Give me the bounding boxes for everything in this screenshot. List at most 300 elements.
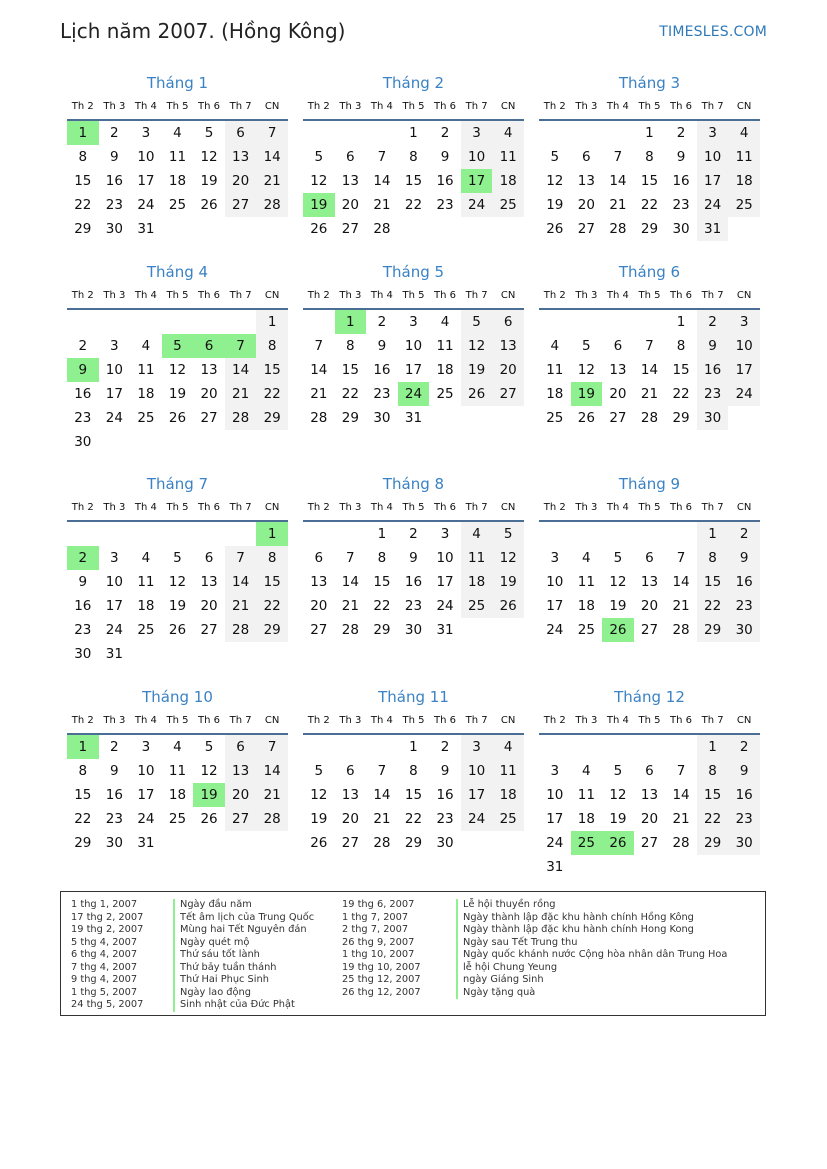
holiday-name: lễ hội Chung Yeung — [456, 962, 727, 975]
day-cell: 7 — [346, 550, 355, 566]
month-title: Tháng 6 — [618, 263, 681, 281]
holiday-name: Ngày sau Tết Trung thu — [456, 937, 727, 950]
day-cell: 26 — [546, 221, 564, 237]
holiday-name: Ngày lao động — [173, 987, 314, 1000]
holiday-day-cell: 9 — [67, 358, 99, 382]
day-cell: 15 — [697, 570, 729, 594]
day-grid — [67, 735, 288, 855]
day-cell: 23 — [436, 811, 454, 827]
day-cell: 16 — [105, 787, 123, 803]
day-cell: 8 — [78, 149, 88, 165]
day-cell: 18 — [137, 386, 155, 402]
day-cell: 25 — [492, 193, 524, 217]
day-cell: 18 — [577, 811, 595, 827]
month-calendar — [303, 261, 524, 430]
weekday-label: Th 6 — [198, 290, 221, 301]
day-cell: 8 — [697, 759, 729, 783]
day-cell: 3 — [728, 310, 760, 334]
day-cell: 25 — [492, 807, 524, 831]
day-cell: 6 — [645, 763, 654, 779]
day-grid — [303, 121, 524, 241]
day-cell: 13 — [200, 574, 218, 590]
day-cell: 15 — [341, 362, 359, 378]
day-cell: 26 — [168, 410, 187, 426]
day-cell: 21 — [225, 382, 257, 406]
day-cell: 21 — [256, 169, 288, 193]
day-cell: 23 — [74, 410, 92, 426]
day-cell: 30 — [672, 221, 690, 237]
day-cell: 1 — [697, 735, 729, 759]
day-cell: 27 — [225, 193, 257, 217]
day-cell: 10 — [105, 574, 123, 590]
weekday-header — [67, 709, 288, 735]
holiday-names-column-1 — [173, 899, 314, 1012]
day-cell: 14 — [672, 787, 690, 803]
day-cell: 18 — [492, 783, 524, 807]
weekday-label: Th 6 — [434, 101, 457, 112]
weekday-label: Th 2 — [543, 715, 566, 726]
day-cell: 5 — [314, 149, 324, 165]
weekday-label: CN — [264, 502, 280, 513]
day-cell: 13 — [640, 787, 659, 803]
day-cell: 2 — [728, 735, 760, 759]
weekday-label: Th 5 — [402, 502, 425, 513]
day-cell: 18 — [137, 598, 155, 614]
holiday-day-cell: 25 — [571, 831, 603, 855]
weekday-label: Th 5 — [638, 715, 661, 726]
day-cell: 3 — [440, 526, 450, 542]
day-cell: 5 — [204, 739, 214, 755]
holiday-name: ngày Giáng Sinh — [456, 974, 727, 987]
weekday-label: Th 5 — [166, 715, 189, 726]
month-calendar — [539, 473, 760, 642]
day-cell: 21 — [609, 197, 627, 213]
day-cell: 23 — [672, 197, 690, 213]
weekday-header — [67, 284, 288, 310]
weekday-label: Th 7 — [465, 101, 488, 112]
day-cell: 9 — [110, 149, 119, 165]
day-cell: 16 — [373, 362, 391, 378]
day-cell: 18 — [436, 362, 454, 378]
weekday-header — [303, 284, 524, 310]
day-cell: 12 — [200, 763, 218, 779]
holiday-names-column-2 — [456, 899, 727, 999]
day-cell: 21 — [341, 598, 359, 614]
month-calendar — [539, 686, 760, 879]
day-cell: 3 — [110, 550, 119, 566]
empty-day-cell — [303, 735, 335, 759]
weekday-label: Th 4 — [370, 290, 393, 301]
day-cell: 5 — [613, 550, 623, 566]
day-cell: 22 — [404, 811, 423, 827]
weekday-header — [303, 496, 524, 522]
day-cell: 10 — [697, 145, 729, 169]
day-grid — [539, 735, 760, 879]
day-cell: 13 — [200, 362, 218, 378]
day-cell: 16 — [74, 598, 92, 614]
day-cell: 17 — [404, 362, 423, 378]
day-cell: 18 — [168, 173, 187, 189]
holiday-day-cell: 6 — [193, 334, 225, 358]
weekday-header — [539, 95, 760, 121]
day-cell: 29 — [697, 618, 729, 642]
day-cell: 14 — [609, 173, 627, 189]
weekday-label: Th 2 — [307, 715, 330, 726]
holiday-day-cell: 17 — [461, 169, 493, 193]
weekday-label: Th 5 — [638, 290, 661, 301]
month-title: Tháng 7 — [146, 475, 209, 493]
weekday-header — [539, 496, 760, 522]
day-cell: 19 — [546, 197, 564, 213]
month-title: Tháng 2 — [382, 74, 445, 92]
holiday-date: 17 thg 2, 2007 — [71, 911, 144, 923]
weekday-label: Th 7 — [229, 715, 252, 726]
day-cell: 9 — [728, 759, 760, 783]
day-cell: 5 — [204, 125, 214, 141]
day-cell: 3 — [409, 314, 418, 330]
day-cell: 16 — [436, 787, 454, 803]
day-cell: 5 — [492, 522, 524, 546]
holiday-day-cell: 19 — [571, 382, 603, 406]
day-cell: 9 — [110, 763, 119, 779]
day-cell: 20 — [492, 358, 524, 382]
weekday-label: Th 5 — [166, 290, 189, 301]
empty-day-cell — [634, 735, 666, 759]
day-cell: 6 — [346, 149, 355, 165]
empty-day-cell — [335, 735, 367, 759]
day-cell: 31 — [137, 221, 155, 237]
day-cell: 12 — [168, 574, 187, 590]
day-cell: 9 — [440, 763, 450, 779]
day-cell: 8 — [697, 546, 729, 570]
day-cell: 18 — [461, 570, 493, 594]
day-grid — [67, 121, 288, 241]
weekday-label: CN — [736, 290, 752, 301]
day-cell: 11 — [728, 145, 760, 169]
day-cell: 18 — [168, 787, 187, 803]
day-cell: 6 — [613, 338, 623, 354]
day-cell: 10 — [137, 149, 155, 165]
day-cell: 28 — [640, 410, 659, 426]
day-cell: 26 — [200, 197, 218, 213]
weekday-label: Th 5 — [402, 290, 425, 301]
day-cell: 19 — [200, 173, 218, 189]
day-cell: 1 — [645, 125, 654, 141]
empty-day-cell — [539, 522, 571, 546]
day-cell: 16 — [436, 173, 454, 189]
day-cell: 28 — [672, 835, 690, 851]
holiday-date: 2 thg 7, 2007 — [342, 924, 409, 935]
day-cell: 27 — [609, 410, 627, 426]
holiday-day-cell: 19 — [193, 783, 225, 807]
day-cell: 9 — [728, 546, 760, 570]
weekday-label: Th 4 — [134, 502, 157, 513]
weekday-label: Th 6 — [670, 101, 693, 112]
weekday-label: CN — [736, 502, 752, 513]
weekday-header — [67, 496, 288, 522]
weekday-label: Th 7 — [465, 502, 488, 513]
month-calendar — [67, 473, 288, 666]
empty-day-cell — [602, 735, 634, 759]
day-cell: 23 — [728, 807, 760, 831]
day-cell: 10 — [546, 787, 564, 803]
day-cell: 27 — [640, 622, 659, 638]
day-cell: 15 — [256, 358, 288, 382]
day-cell: 17 — [728, 358, 760, 382]
day-cell: 11 — [137, 362, 155, 378]
day-cell: 26 — [200, 811, 218, 827]
weekday-header — [303, 709, 524, 735]
day-cell: 31 — [546, 859, 564, 875]
holiday-name: Ngày quốc khánh nước Cộng hòa nhân dân Trung Hoa — [456, 949, 727, 962]
day-cell: 16 — [672, 173, 690, 189]
day-cell: 7 — [613, 149, 623, 165]
site-link[interactable]: TIMESLES.COM — [659, 24, 767, 40]
empty-day-cell — [225, 310, 257, 334]
day-cell: 17 — [105, 386, 123, 402]
empty-day-cell — [539, 310, 571, 334]
weekday-label: Th 3 — [103, 715, 126, 726]
day-cell: 22 — [74, 811, 92, 827]
month-calendar — [303, 686, 524, 855]
day-cell: 4 — [173, 125, 182, 141]
day-cell: 21 — [310, 386, 328, 402]
day-cell: 22 — [697, 807, 729, 831]
weekday-label: CN — [500, 101, 516, 112]
day-cell: 28 — [310, 410, 328, 426]
day-cell: 21 — [672, 811, 690, 827]
month-title: Tháng 9 — [618, 475, 681, 493]
holiday-name: Thứ sáu tốt lành — [173, 949, 314, 962]
holiday-date: 5 thg 4, 2007 — [71, 936, 138, 948]
day-cell: 24 — [137, 811, 155, 827]
day-cell: 21 — [640, 386, 659, 402]
weekday-label: CN — [736, 715, 752, 726]
day-cell: 15 — [404, 173, 423, 189]
empty-day-cell — [303, 522, 335, 546]
day-cell: 9 — [377, 338, 387, 354]
day-grid — [539, 522, 760, 642]
day-cell: 15 — [672, 362, 690, 378]
empty-day-cell — [99, 522, 131, 546]
day-cell: 18 — [546, 386, 564, 402]
day-cell: 4 — [141, 338, 151, 354]
empty-day-cell — [571, 121, 603, 145]
day-cell: 30 — [436, 835, 454, 851]
day-cell: 24 — [546, 835, 564, 851]
day-cell: 19 — [492, 570, 524, 594]
month-title: Tháng 3 — [618, 74, 681, 92]
day-cell: 30 — [105, 835, 123, 851]
weekday-label: Th 2 — [307, 101, 330, 112]
day-cell: 31 — [404, 410, 423, 426]
weekday-label: Th 2 — [71, 290, 94, 301]
holiday-date: 1 thg 7, 2007 — [342, 911, 409, 923]
day-cell: 10 — [105, 362, 123, 378]
day-cell: 28 — [341, 622, 359, 638]
day-cell: 14 — [225, 570, 257, 594]
day-cell: 24 — [697, 193, 729, 217]
empty-day-cell — [335, 121, 367, 145]
empty-day-cell — [571, 735, 603, 759]
day-cell: 25 — [728, 193, 760, 217]
day-cell: 31 — [137, 835, 155, 851]
day-cell: 24 — [105, 410, 123, 426]
weekday-header — [539, 284, 760, 310]
day-cell: 17 — [137, 787, 155, 803]
holiday-date: 19 thg 2, 2007 — [71, 924, 144, 935]
day-cell: 6 — [492, 310, 524, 334]
day-cell: 22 — [74, 197, 92, 213]
day-grid — [67, 310, 288, 454]
day-cell: 31 — [105, 646, 123, 662]
month-calendar — [67, 261, 288, 454]
day-cell: 26 — [492, 594, 524, 618]
day-cell: 29 — [256, 618, 288, 642]
day-grid — [303, 310, 524, 430]
empty-day-cell — [162, 310, 194, 334]
day-cell: 25 — [137, 410, 155, 426]
weekday-label: Th 3 — [103, 502, 126, 513]
day-cell: 5 — [582, 338, 591, 354]
day-cell: 24 — [137, 197, 155, 213]
day-cell: 22 — [373, 598, 391, 614]
weekday-label: Th 7 — [229, 502, 252, 513]
holiday-dates-column-2 — [342, 899, 421, 999]
day-cell: 30 — [105, 221, 123, 237]
weekday-header — [67, 95, 288, 121]
day-cell: 3 — [550, 763, 560, 779]
day-cell: 19 — [310, 811, 328, 827]
day-cell: 4 — [582, 550, 591, 566]
holiday-name: Mùng hai Tết Nguyên đán — [173, 924, 314, 937]
day-grid — [303, 522, 524, 642]
day-cell: 8 — [78, 763, 88, 779]
weekday-label: Th 6 — [198, 502, 221, 513]
day-cell: 25 — [461, 594, 493, 618]
day-cell: 25 — [546, 410, 564, 426]
empty-day-cell — [162, 522, 194, 546]
holiday-date: 7 thg 4, 2007 — [71, 961, 138, 973]
weekday-label: Th 3 — [339, 715, 362, 726]
holiday-day-cell: 1 — [335, 310, 367, 334]
day-cell: 28 — [256, 807, 288, 831]
day-cell: 15 — [256, 570, 288, 594]
day-cell: 11 — [168, 763, 187, 779]
weekday-label: Th 6 — [670, 715, 693, 726]
day-cell: 17 — [546, 811, 564, 827]
day-cell: 11 — [492, 759, 524, 783]
day-cell: 16 — [74, 386, 92, 402]
weekday-label: Th 4 — [134, 715, 157, 726]
day-cell: 23 — [436, 197, 454, 213]
holiday-name: Tết âm lịch của Trung Quốc — [173, 912, 314, 925]
holiday-name: Ngày tặng quà — [456, 987, 727, 1000]
day-cell: 15 — [640, 173, 659, 189]
day-cell: 13 — [341, 787, 359, 803]
day-cell: 14 — [373, 173, 391, 189]
day-cell: 4 — [728, 121, 760, 145]
weekday-label: Th 3 — [103, 101, 126, 112]
weekday-label: Th 3 — [575, 502, 598, 513]
day-cell: 3 — [697, 121, 729, 145]
day-cell: 12 — [168, 362, 187, 378]
day-cell: 8 — [346, 338, 355, 354]
day-cell: 27 — [640, 835, 659, 851]
day-cell: 29 — [640, 221, 659, 237]
day-cell: 30 — [404, 622, 423, 638]
day-cell: 27 — [310, 622, 328, 638]
weekday-label: Th 2 — [71, 715, 94, 726]
day-cell: 12 — [310, 173, 328, 189]
day-cell: 8 — [377, 550, 387, 566]
day-cell: 31 — [436, 622, 454, 638]
day-cell: 25 — [168, 197, 187, 213]
month-calendar — [539, 72, 760, 241]
day-cell: 20 — [341, 197, 359, 213]
day-cell: 8 — [256, 334, 288, 358]
day-cell: 24 — [461, 193, 493, 217]
holiday-name: Thứ Hai Phục Sinh — [173, 974, 314, 987]
day-cell: 17 — [436, 574, 454, 590]
day-cell: 14 — [256, 145, 288, 169]
empty-day-cell — [303, 310, 335, 334]
day-cell: 15 — [697, 783, 729, 807]
weekday-label: Th 7 — [229, 290, 252, 301]
empty-day-cell — [539, 121, 571, 145]
weekday-label: CN — [500, 715, 516, 726]
day-cell: 20 — [640, 598, 659, 614]
day-cell: 11 — [168, 149, 187, 165]
day-cell: 30 — [728, 618, 760, 642]
holiday-day-cell: 24 — [398, 382, 430, 406]
page-title: Lịch năm 2007. (Hồng Kông) — [60, 19, 346, 43]
day-cell: 11 — [577, 574, 595, 590]
empty-day-cell — [99, 310, 131, 334]
day-cell: 26 — [461, 382, 493, 406]
day-cell: 5 — [613, 763, 623, 779]
day-cell: 21 — [672, 598, 690, 614]
day-cell: 4 — [492, 735, 524, 759]
day-cell: 12 — [492, 546, 524, 570]
holiday-day-cell: 2 — [67, 546, 99, 570]
day-cell: 3 — [550, 550, 560, 566]
holiday-name: Ngày thành lập đặc khu hành chính Hong Kong — [456, 924, 727, 937]
day-cell: 6 — [225, 121, 257, 145]
day-cell: 3 — [141, 739, 151, 755]
day-cell: 2 — [110, 739, 119, 755]
weekday-label: Th 7 — [229, 101, 252, 112]
weekday-label: CN — [264, 290, 280, 301]
weekday-label: Th 7 — [701, 715, 724, 726]
day-cell: 23 — [373, 386, 391, 402]
day-cell: 8 — [409, 763, 418, 779]
day-cell: 22 — [256, 382, 288, 406]
day-cell: 20 — [200, 598, 218, 614]
day-cell: 11 — [546, 362, 564, 378]
day-cell: 11 — [137, 574, 155, 590]
day-cell: 13 — [225, 759, 257, 783]
weekday-label: Th 7 — [701, 290, 724, 301]
day-cell: 10 — [461, 759, 493, 783]
month-title: Tháng 5 — [382, 263, 445, 281]
weekday-label: Th 2 — [71, 502, 94, 513]
empty-day-cell — [539, 735, 571, 759]
holiday-day-cell: 26 — [602, 831, 634, 855]
day-cell: 7 — [645, 338, 654, 354]
day-cell: 16 — [697, 358, 729, 382]
day-cell: 9 — [676, 149, 686, 165]
